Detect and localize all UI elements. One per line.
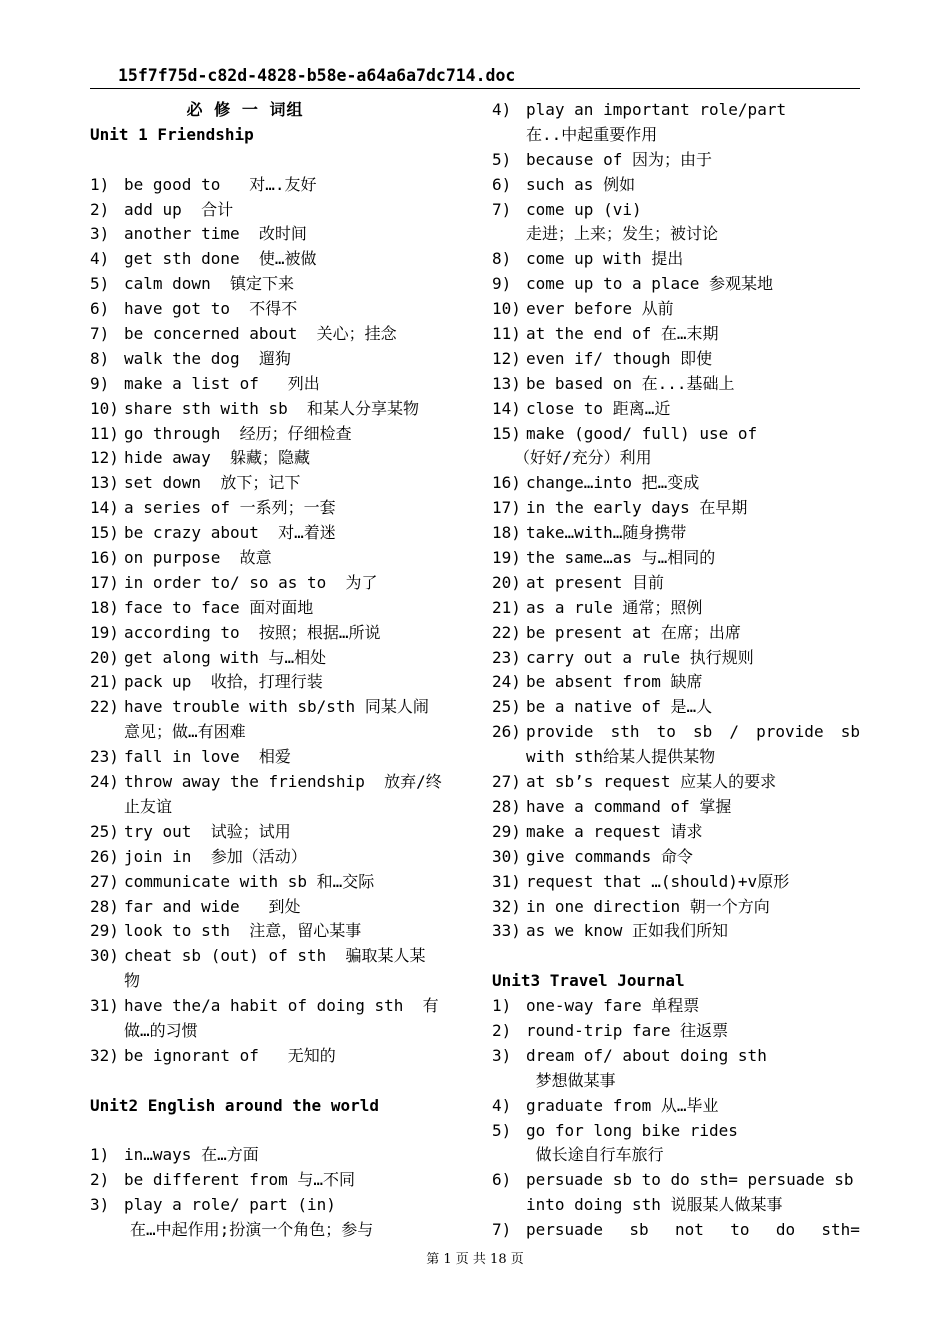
item-number: 2) (90, 1170, 110, 1190)
item-number: 30) (492, 846, 521, 866)
vocab-item (90, 1168, 460, 1193)
item-word: do (775, 1220, 796, 1240)
item-number: 32) (492, 896, 521, 916)
item-number: 15) (492, 423, 521, 443)
item-text: a series of 一系列；一套 (124, 498, 336, 518)
item-number: 7) (492, 199, 512, 219)
item-number: 28) (90, 896, 119, 916)
vocab-item (492, 1168, 860, 1193)
vocab-item (492, 148, 860, 173)
item-text: play an important role/part (526, 100, 787, 119)
vocab-item (492, 770, 860, 795)
item-number: 13) (90, 473, 119, 493)
vocab-item (90, 895, 460, 920)
item-text: change…into 把…变成 (526, 473, 700, 493)
item-text: on purpose 故意 (124, 548, 272, 568)
vocab-item (492, 994, 860, 1019)
vocab-item (492, 422, 860, 447)
item-text: cheat sb (out) of sth 骗取某人某 (124, 946, 426, 966)
vocab-item (90, 1143, 460, 1168)
item-number: 10) (492, 299, 521, 319)
item-number: 23) (90, 747, 119, 767)
item-number: 9) (492, 274, 512, 294)
item-number: 17) (90, 572, 119, 592)
item-number: 19) (90, 622, 119, 642)
vocab-item (492, 297, 860, 322)
item-continuation: 梦想做某事 (526, 1070, 616, 1090)
item-word: sth (610, 722, 640, 742)
vocab-item (90, 571, 460, 596)
vocab-item (90, 297, 460, 322)
item-text: be concerned about 关心；挂念 (124, 324, 397, 344)
vocab-item (492, 571, 860, 596)
left-column (90, 98, 460, 1243)
item-text: walk the dog 遛狗 (124, 348, 291, 368)
item-text (526, 1218, 860, 1243)
item-number: 6) (90, 299, 110, 319)
section-title: 必 修 一 词组 (186, 100, 304, 119)
item-text: in…ways 在…方面 (124, 1145, 259, 1165)
vocab-item (90, 471, 460, 496)
item-number: 6) (492, 1170, 512, 1190)
vocab-item (90, 496, 460, 521)
item-word: persuade (526, 1220, 604, 1240)
item-text: one-way fare 单程票 (526, 996, 700, 1016)
item-text: get along with 与…相处 (124, 647, 327, 667)
vocab-item (90, 422, 460, 447)
item-text: make a request 请求 (526, 821, 703, 841)
item-number: 15) (90, 523, 119, 543)
item-continuation: 物 (124, 971, 141, 991)
item-number: 23) (492, 647, 521, 667)
item-number: 20) (90, 647, 119, 667)
item-number: 6) (492, 174, 512, 194)
vocab-item (492, 720, 860, 745)
item-number: 25) (90, 821, 119, 841)
item-continuation: into doing sth 说服某人做某事 (526, 1195, 783, 1215)
unit-heading: Unit3 Travel Journal (492, 971, 685, 991)
vocab-item (492, 1218, 860, 1243)
item-number: 10) (90, 398, 119, 418)
item-number: 24) (90, 772, 119, 792)
item-text: make (good/ full) use of (526, 423, 758, 443)
item-number: 26) (90, 846, 119, 866)
item-text: be crazy about 对…着迷 (124, 523, 336, 543)
item-number: 14) (492, 398, 521, 418)
item-number: 11) (90, 423, 119, 443)
vocab-item (90, 247, 460, 272)
item-number: 3) (90, 1195, 110, 1215)
item-number: 16) (90, 548, 119, 568)
vocab-item (90, 820, 460, 845)
item-word: sb (629, 1220, 649, 1240)
vocab-item (90, 770, 460, 795)
item-number: 3) (90, 224, 110, 244)
vocab-item (492, 272, 860, 297)
item-text: because of 因为；由于 (526, 149, 712, 169)
item-number: 11) (492, 324, 521, 344)
item-number: 18) (492, 523, 521, 543)
vocab-item (492, 496, 860, 521)
vocab-item (90, 745, 460, 770)
item-text: be a native of 是…人 (526, 697, 713, 717)
item-text: take…with…随身携带 (526, 523, 687, 543)
item-text: another time 改时间 (124, 224, 307, 244)
item-text: carry out a rule 执行规则 (526, 647, 754, 667)
item-text: be absent from 缺席 (526, 672, 703, 692)
item-number: 28) (492, 796, 521, 816)
item-word: provide (756, 722, 824, 742)
item-text: give commands 命令 (526, 846, 693, 866)
item-word: sth= (821, 1220, 860, 1240)
vocab-item (492, 397, 860, 422)
item-number: 19) (492, 548, 521, 568)
item-text: according to 按照；根据…所说 (124, 622, 381, 642)
item-continuation: 在..中起重要作用 (526, 124, 658, 144)
item-text: graduate from 从…毕业 (526, 1095, 719, 1115)
vocab-item (90, 222, 460, 247)
unit-heading: Unit 1 Friendship (90, 124, 254, 144)
item-number: 2) (90, 199, 110, 219)
item-number: 16) (492, 473, 521, 493)
vocab-item (90, 646, 460, 671)
vocab-item (492, 173, 860, 198)
item-number: 12) (90, 448, 119, 468)
vocab-item (492, 670, 860, 695)
item-number: 5) (492, 149, 512, 169)
item-number: 29) (492, 821, 521, 841)
vocab-item (492, 919, 860, 944)
item-text: communicate with sb 和…交际 (124, 871, 375, 891)
item-number: 9) (90, 373, 110, 393)
item-number: 22) (492, 622, 521, 642)
item-number: 30) (90, 946, 119, 966)
vocab-item (90, 870, 460, 895)
vocab-item (492, 471, 860, 496)
item-number: 33) (492, 921, 521, 941)
vocab-item (492, 646, 860, 671)
vocab-item (492, 521, 860, 546)
item-text: far and wide 到处 (124, 896, 301, 916)
item-word: sb (840, 722, 860, 742)
item-text: persuade sb to do sth= persuade sb (526, 1170, 854, 1190)
item-text (526, 720, 860, 745)
vocab-item (492, 198, 860, 223)
item-text: be based on 在...基础上 (526, 373, 735, 393)
item-word: provide (526, 722, 594, 742)
item-text: be present at 在席；出席 (526, 622, 741, 642)
item-text: get sth done 使…被做 (124, 249, 317, 269)
vocab-item (492, 596, 860, 621)
vocab-item (90, 322, 460, 347)
vocab-item (492, 98, 860, 123)
item-text: have got to 不得不 (124, 299, 298, 319)
item-number: 14) (90, 498, 119, 518)
item-number: 13) (492, 373, 521, 393)
vocab-item (492, 347, 860, 372)
vocab-item (492, 372, 860, 397)
item-text: look to sth 注意，留心某事 (124, 921, 362, 941)
item-word: to (730, 1220, 750, 1240)
vocab-item (90, 596, 460, 621)
item-continuation: 止友谊 (124, 796, 173, 816)
vocab-item (492, 1019, 860, 1044)
vocab-item (90, 621, 460, 646)
item-text: have the/a habit of doing sth 有 (124, 996, 439, 1016)
item-text: request that …(should)+v原形 (526, 871, 790, 891)
item-text: add up 合计 (124, 199, 234, 219)
item-number: 12) (492, 348, 521, 368)
item-number: 2) (492, 1020, 512, 1040)
item-word: sb (692, 722, 713, 742)
blank-line (90, 148, 460, 173)
vocab-item (492, 695, 860, 720)
item-text: ever before 从前 (526, 299, 674, 319)
item-number: 20) (492, 572, 521, 592)
item-number: 29) (90, 921, 119, 941)
item-number: 26) (492, 722, 521, 742)
item-number: 31) (90, 996, 119, 1016)
item-number: 25) (492, 697, 521, 717)
item-text: be ignorant of 无知的 (124, 1045, 336, 1065)
blank-line (492, 944, 860, 969)
vocab-item (90, 695, 460, 720)
item-word: / (729, 722, 740, 742)
item-word: not (674, 1220, 704, 1240)
vocab-item (492, 1044, 860, 1069)
item-text: go through 经历；仔细检查 (124, 423, 352, 443)
vocab-item (90, 347, 460, 372)
vocab-item (90, 944, 460, 969)
page-number: 第 1 页 共 18 页 (426, 1252, 524, 1267)
item-number: 5) (90, 274, 110, 294)
item-text: go for long bike rides (526, 1120, 738, 1140)
vocab-item (90, 372, 460, 397)
item-number: 17) (492, 498, 521, 518)
item-text: as a rule 通常；照例 (526, 597, 703, 617)
item-number: 5) (492, 1120, 512, 1140)
item-text: come up (vi) (526, 199, 642, 219)
item-text: have a command of 掌握 (526, 796, 732, 816)
item-continuation: 做长途自行车旅行 (526, 1145, 664, 1165)
item-text: fall in love 相爱 (124, 747, 291, 767)
vocab-item (90, 670, 460, 695)
item-number: 27) (90, 871, 119, 891)
unit-heading: Unit2 English around the world (90, 1095, 379, 1115)
vocab-item (90, 546, 460, 571)
vocab-item (492, 621, 860, 646)
item-number: 8) (492, 249, 512, 269)
item-continuation: 走进；上来；发生；被讨论 (526, 224, 719, 244)
blank-line (90, 1119, 460, 1144)
item-text: calm down 镇定下来 (124, 274, 294, 294)
item-text: at the end of 在…末期 (526, 324, 719, 344)
item-number: 27) (492, 772, 521, 792)
item-continuation: with sth给某人提供某物 (526, 747, 716, 767)
item-text: as we know 正如我们所知 (526, 921, 728, 941)
vocab-item (90, 173, 460, 198)
vocab-item (492, 820, 860, 845)
vocab-item (492, 322, 860, 347)
item-word: to (656, 722, 676, 742)
vocab-item (90, 521, 460, 546)
vocab-item (90, 845, 460, 870)
item-number: 1) (492, 996, 512, 1016)
item-number: 24) (492, 672, 521, 692)
item-number: 4) (492, 100, 512, 119)
item-number: 8) (90, 348, 110, 368)
item-text: be different from 与…不同 (124, 1170, 356, 1190)
item-text: share sth with sb 和某人分享某物 (124, 398, 420, 418)
item-number: 21) (90, 672, 119, 692)
item-text: set down 放下；记下 (124, 473, 301, 493)
item-text: hide away 躲藏；隐藏 (124, 448, 310, 468)
item-text: face to face 面对面地 (124, 597, 314, 617)
item-number: 1) (90, 174, 110, 194)
document-filename: 15f7f75d-c82d-4828-b58e-a64a6a7dc714.doc (118, 66, 516, 85)
vocab-item (90, 1044, 460, 1069)
item-number: 1) (90, 1145, 110, 1165)
vocab-item (90, 446, 460, 471)
vocab-item (492, 546, 860, 571)
item-text: have trouble with sb/sth 同某人闹 (124, 697, 429, 717)
item-text: make a list of 列出 (124, 373, 320, 393)
item-text: even if/ though 即使 (526, 348, 713, 368)
item-continuation: 意见；做…有困难 (124, 722, 246, 742)
vocab-item (492, 845, 860, 870)
vocab-item (90, 919, 460, 944)
vocab-item (90, 272, 460, 297)
item-number: 4) (492, 1095, 512, 1115)
item-text: dream of/ about doing sth (526, 1045, 767, 1065)
item-text: round-trip fare 往返票 (526, 1020, 729, 1040)
item-number: 31) (492, 871, 521, 891)
vocab-item (90, 1193, 460, 1218)
vocab-item (492, 1094, 860, 1119)
item-text: close to 距离…近 (526, 398, 671, 418)
vocab-item (90, 994, 460, 1019)
item-text: such as 例如 (526, 174, 636, 194)
item-text: play a role/ part (in) (124, 1195, 336, 1215)
item-continuation: （好好/充分）利用 (514, 448, 652, 468)
item-number: 32) (90, 1045, 119, 1065)
item-text: come up to a place 参观某地 (526, 274, 774, 294)
item-number: 21) (492, 597, 521, 617)
item-text: at sb’s request 应某人的要求 (526, 772, 777, 792)
item-text: be good to 对….友好 (124, 174, 317, 194)
item-number: 22) (90, 697, 119, 717)
header-rule (90, 88, 860, 89)
vocab-item (492, 1119, 860, 1144)
vocab-item (90, 198, 460, 223)
vocab-item (492, 870, 860, 895)
item-number: 3) (492, 1045, 512, 1065)
item-text: throw away the friendship 放弃/终 (124, 772, 442, 792)
item-number: 18) (90, 597, 119, 617)
item-text: the same…as 与…相同的 (526, 548, 716, 568)
item-continuation: 在…中起作用;扮演一个角色；参与 (130, 1220, 374, 1240)
item-text: at present 目前 (526, 572, 664, 592)
item-text: come up with 提出 (526, 249, 684, 269)
item-text: pack up 收拾，打理行装 (124, 672, 323, 692)
item-continuation: 做…的习惯 (124, 1020, 198, 1040)
item-number: 7) (90, 324, 110, 344)
item-text: in order to/ so as to 为了 (124, 572, 378, 592)
item-text: try out 试验；试用 (124, 821, 291, 841)
vocab-item (492, 247, 860, 272)
item-text: in one direction 朝一个方向 (526, 896, 770, 916)
vocab-item (90, 397, 460, 422)
item-text: join in 参加（活动） (124, 846, 307, 866)
blank-line (90, 1069, 460, 1094)
item-number: 4) (90, 249, 110, 269)
right-column (492, 98, 860, 1243)
item-text: in the early days 在早期 (526, 498, 748, 518)
vocab-item (492, 895, 860, 920)
vocab-item (492, 795, 860, 820)
item-number: 7) (492, 1220, 512, 1240)
